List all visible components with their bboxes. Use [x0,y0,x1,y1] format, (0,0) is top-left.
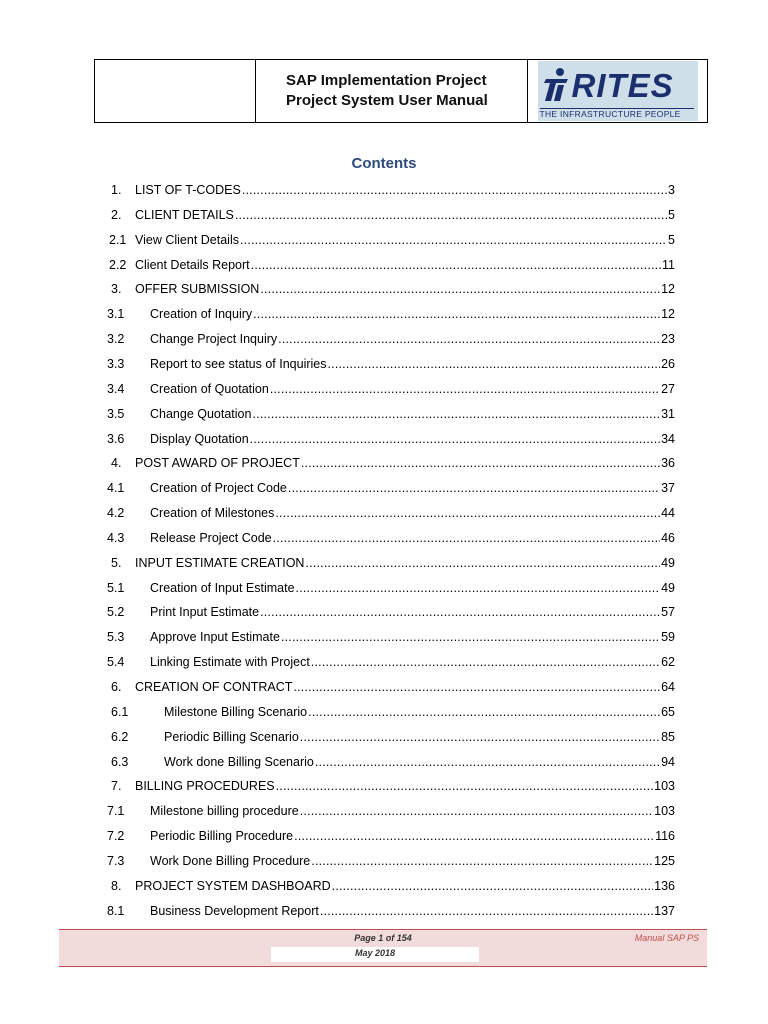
toc-entry-line [150,854,675,868]
toc-entry-number: 7.3 [107,853,125,868]
toc-entry-number: 6. [111,680,122,694]
toc-entry-line [150,605,675,619]
toc-entry-page: 137 [654,903,675,918]
toc-entry-number: 3.5 [107,406,125,421]
toc-entry[interactable] [0,854,768,874]
toc-entry[interactable] [0,506,768,526]
toc-entry-number: 2. [111,207,122,222]
toc-entry-line [150,506,675,520]
toc-entry-label: Periodic Billing Scenario [164,729,299,744]
toc-entry-label: Work Done Billing Procedure [150,853,311,868]
toc-entry-number: 3.1 [107,307,125,322]
toc-entry-line [150,630,675,644]
toc-entry-number: 2.1 [109,232,127,247]
toc-entry-page: 44 [661,506,675,521]
toc-entry-label: Print Input Estimate [150,605,260,620]
toc-entry-number: 6.3 [111,754,129,769]
contents-heading: Contents [351,155,417,172]
toc-entry-label: Creation of Inquiry [150,307,253,322]
toc-entry-label: Milestone billing procedure [150,804,299,819]
toc-entry-label: Creation of Quotation [150,381,269,396]
header-title-cell [256,60,528,122]
header-blank-cell [95,60,256,122]
toc-entry[interactable] [0,183,768,203]
toc-entry-line [135,879,675,893]
toc-entry-line [150,407,675,421]
footer-date-box [271,947,479,962]
toc-entry-number: 7. [111,779,122,794]
toc-dot-leader [296,581,661,595]
toc-dot-leader [293,680,660,694]
toc-dot-leader [315,755,660,769]
toc-entry-label: Periodic Billing Procedure [150,829,294,844]
toc-entry-page: 11 [662,257,675,272]
toc-dot-leader [294,829,654,843]
toc-entry[interactable] [0,233,768,253]
toc-entry-page: 85 [661,729,675,744]
toc-entry-label: Linking Estimate with Project [150,655,310,670]
toc-entry-label: Report to see status of Inquiries [150,356,327,371]
toc-entry-line [150,481,675,495]
toc-entry-label: INPUT ESTIMATE CREATION [135,555,305,570]
toc-entry-line [150,829,675,843]
toc-entry-number: 2.2 [109,257,127,272]
toc-entry-line [135,258,675,272]
toc-entry[interactable] [0,879,768,899]
toc-entry-line [135,183,675,197]
toc-entry-label: Business Development Report [150,903,319,918]
toc-dot-leader [300,730,660,744]
toc-entry-number: 3.3 [107,356,125,371]
toc-entry-label: Creation of Project Code [150,481,287,496]
toc-entry-label: Creation of Milestones [150,506,275,521]
toc-dot-leader [251,258,661,272]
toc-entry-label: CREATION OF CONTRACT [135,680,293,694]
toc-entry-label: Release Project Code [150,530,272,545]
toc-entry-page: 125 [654,853,675,868]
toc-entry-number: 8.1 [107,903,125,918]
toc-dot-leader [253,307,660,321]
toc-dot-leader [278,332,660,346]
toc-entry-page: 5 [668,207,675,222]
toc-entry-line [135,779,675,793]
toc-entry[interactable] [0,556,768,576]
toc-entry-page: 5 [668,232,675,247]
toc-entry-number: 5.1 [107,580,125,595]
toc-entry-page: 12 [661,307,675,322]
toc-entry-number: 5. [111,555,122,570]
toc-entry-label: Creation of Input Estimate [150,580,295,595]
toc-entry[interactable] [0,432,768,452]
toc-entry-page: 94 [661,754,675,769]
toc-entry-number: 4.2 [107,506,125,521]
toc-entry-page: 27 [661,381,675,396]
footer-page-number: Page 1 of 154 [354,933,412,943]
toc-entry-label: Change Project Inquiry [150,332,278,347]
logo-wordmark: RITES [571,67,674,104]
toc-entry[interactable] [0,705,768,725]
toc-entry-number: 6.2 [111,729,129,744]
toc-entry-label: POST AWARD OF PROJECT [135,456,300,471]
toc-entry-line [135,556,675,570]
toc-entry-label: LIST OF T-CODES [135,183,241,197]
toc-entry-page: 103 [654,779,675,794]
toc-entry-number: 4.3 [107,530,125,545]
toc-entry-number: 4.1 [107,481,125,496]
toc-entry-label: CLIENT DETAILS [135,207,234,222]
footer-document-name: Manual SAP PS [634,933,699,943]
toc-entry-label: Work done Billing Scenario [164,754,314,769]
toc-entry-line [150,904,675,918]
toc-entry-line [150,357,675,371]
toc-entry-page: 49 [661,555,675,570]
toc-entry-line [150,655,675,669]
toc-entry[interactable] [0,531,768,551]
toc-dot-leader [250,432,660,446]
toc-entry-number: 3.4 [107,381,125,396]
toc-entry-line [135,208,675,222]
toc-dot-leader [300,804,653,818]
toc-entry-number: 4. [111,456,122,471]
toc-dot-leader [288,481,660,495]
toc-entry-page: 136 [654,878,675,893]
toc-entry[interactable] [0,779,768,799]
toc-entry-line [150,581,675,595]
toc-dot-leader [332,879,654,893]
toc-entry-page: 12 [661,282,675,297]
toc-entry-line [135,456,675,470]
toc-entry-line [164,730,675,744]
toc-entry-page: 65 [661,704,675,719]
toc-entry-label: Client Details Report [135,257,250,272]
toc-entry[interactable] [0,730,768,750]
footer-date: May 2018 [354,948,396,958]
toc-entry[interactable] [0,755,768,775]
toc-entry-line [135,680,675,694]
document-title-line2: Project System User Manual [286,92,488,109]
toc-dot-leader [252,407,660,421]
toc-entry-line [135,282,675,296]
toc-dot-leader [327,357,660,371]
toc-entry-number: 1. [111,183,122,197]
toc-entry-label: View Client Details [135,232,239,247]
toc-entry-page: 57 [661,605,675,620]
toc-dot-leader [240,233,667,247]
toc-dot-leader [270,382,660,396]
toc-entry-page: 34 [661,431,675,446]
toc-entry[interactable] [0,481,768,501]
toc-entry[interactable] [0,282,768,302]
toc-entry-line [164,755,675,769]
toc-entry-line [150,332,675,346]
toc-entry[interactable] [0,357,768,377]
toc-dot-leader [273,531,660,545]
rites-mark-icon [542,67,570,103]
toc-entry-label: Approve Input Estimate [150,630,280,645]
toc-entry-line [150,531,675,545]
toc-dot-leader [305,556,660,570]
toc-entry-page: 26 [661,356,675,371]
toc-entry-page: 49 [661,580,675,595]
toc-entry[interactable] [0,581,768,601]
toc-entry-number: 6.1 [111,704,129,719]
toc-entry-line [135,233,675,247]
toc-entry-page: 116 [655,829,675,844]
toc-dot-leader [301,456,660,470]
toc-entry-number: 3.6 [107,431,125,446]
toc-entry-page: 46 [661,530,675,545]
toc-dot-leader [235,208,667,222]
toc-dot-leader [276,779,654,793]
toc-entry-page: 31 [661,406,675,421]
toc-entry[interactable] [0,655,768,675]
toc-dot-leader [308,705,660,719]
toc-entry-page: 23 [661,332,675,347]
toc-dot-leader [281,630,660,644]
toc-entry-label: PROJECT SYSTEM DASHBOARD [135,878,331,893]
toc-entry-number: 5.3 [107,630,125,645]
toc-entry-number: 3. [111,282,122,297]
toc-entry[interactable] [0,332,768,352]
toc-entry[interactable] [0,804,768,824]
toc-entry[interactable] [0,680,768,700]
toc-entry-page: 103 [654,804,675,819]
toc-entry-line [150,804,675,818]
toc-dot-leader [311,854,653,868]
toc-entry[interactable] [0,904,768,924]
toc-dot-leader [242,183,667,197]
toc-entry-line [164,705,675,719]
toc-entry-number: 8. [111,878,122,893]
toc-entry-number: 5.4 [107,655,125,670]
toc-entry-label: Milestone Billing Scenario [164,704,308,719]
toc-entry[interactable] [0,307,768,327]
logo-tagline: THE INFRASTRUCTURE PEOPLE [540,108,694,119]
toc-entry[interactable] [0,208,768,228]
rites-logo [538,61,698,121]
toc-entry[interactable] [0,829,768,849]
toc-entry-number: 5.2 [107,605,125,620]
toc-entry-label: BILLING PROCEDURES [135,779,275,794]
toc-entry-page: 37 [661,481,675,496]
toc-entry-line [150,382,675,396]
toc-entry-line [150,307,675,321]
toc-entry-page: 64 [661,680,675,694]
toc-entry-number: 7.2 [107,829,125,844]
toc-entry[interactable] [0,630,768,650]
toc-entry[interactable] [0,258,768,278]
header-logo-cell [528,60,707,122]
toc-entry-number: 7.1 [107,804,125,819]
toc-dot-leader [260,605,660,619]
toc-dot-leader [260,282,660,296]
toc-entry-line [150,432,675,446]
page-footer [59,929,707,967]
toc-entry-page: 59 [661,630,675,645]
toc-dot-leader [275,506,660,520]
header-table [94,59,708,123]
toc-dot-leader [311,655,660,669]
toc-entry[interactable] [0,456,768,476]
toc-entry[interactable] [0,382,768,402]
toc-entry[interactable] [0,605,768,625]
toc-dot-leader [320,904,653,918]
toc-entry[interactable] [0,407,768,427]
toc-entry-label: OFFER SUBMISSION [135,282,260,297]
toc-entry-page: 36 [661,456,675,471]
toc-entry-number: 3.2 [107,332,125,347]
toc-entry-label: Display Quotation [150,431,249,446]
toc-entry-page: 62 [661,655,675,670]
document-title-line1: SAP Implementation Project [286,72,487,89]
toc-entry-label: Change Quotation [150,406,252,421]
toc-entry-page: 3 [668,183,675,197]
